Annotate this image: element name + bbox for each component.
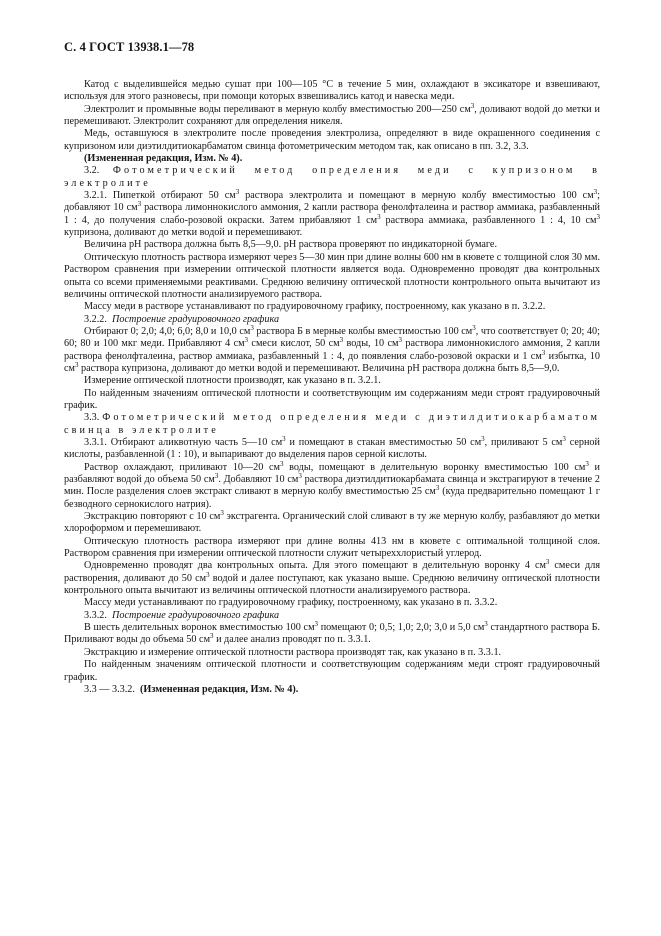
paragraph: Массу меди устанавливают по градуировочному графику, построенному, как указано в п. 3.3.2.: [84, 597, 498, 609]
section-heading-3-3: 3.3. Фотометрический метод определения меди с диэтилдитиокарбаматом свинца в электролите: [64, 412, 600, 436]
paragraph: Оптическую плотность раствора измеряют при длине волны 413 нм в кювете с оптимальной толщиной слоя. Раствором сравнения при измерении оптической плотности служит четыреххлористый углерод.: [64, 535, 600, 560]
paragraph: Оптическую плотность раствора измеряют через 5—30 мин при длине волны 600 нм в кювете с толщиной слоя 30 мм. Раствором сравнения при измерении оптической плотности является вода. Одновременно проводят два контрольных опыта со всеми применяемыми реактивами. Среднюю величину оптической плотности контрольного опыта вычитают из величины оптической плотности анализируемого раствора.: [64, 251, 600, 300]
paragraph: Экстракцию и измерение оптической плотности раствора производят так, как указано в п. 3.3.1.: [84, 646, 502, 658]
paragraph: Измерение оптической плотности производят, как указано в п. 3.2.1.: [84, 375, 381, 387]
paragraph: Одновременно проводят два контрольных опыта. Для этого помещают в делительную воронку 4 $см^3$ смеси для растворения, доливают до 50 $см^3$ водой и далее поступают, как указано выше. Среднюю величину оптической плотности контрольного опыта вычитают из величины оптической плотности анализируемого раствора.: [64, 558, 601, 597]
paragraph: Отбирают 0; 2,0; 4,0; 6,0; 8,0 и 10,0 $см^3$ раствора Б в мерные колбы вместимостью 100 $см^3$, что соответствует 0; 20; 40; 60; 80 и 100 мкг меди. Прибавляют 4 $см^3$ смеси кислот, 50 $см^3$ воды, 10 $см^3$ раствора лимоннокислого аммония, 2 капли раствора фенолфталеина, раствор аммиака, разбавленный 1 : 4, до появления слабо-розовой окраски и 1 $см^3$ избытка, 10 $см^3$ раствора купризона, доливают до метки водой и перемешивают. Величина рН раствора должна быть 8,5—9,0.: [64, 323, 600, 374]
paragraph: В шесть делительных воронок вместимостью 100 $см^3$ помещают 0; 0,5; 1,0; 2,0; 3,0 и 5,0 $см^3$ стандартного раствора Б. Приливают воды до объема 50 $см^3$ и далее анализ проводят по п. 3.3.1.: [64, 620, 600, 646]
section-heading-3-2: 3.2. Фотометрический метод определения меди с купризоном в электролите: [64, 165, 601, 189]
amendment-note-final: 3.3 — 3.3.2. (Измененная редакция, Изм. № 4).: [84, 683, 299, 695]
paragraph: Экстракцию повторяют с 10 $см^3$ экстрагента. Органический слой сливают в ту же мерную колбу, разбавляют до метки хлороформом и перемешивают.: [64, 509, 600, 535]
paragraph: 3.3.1. Отбирают аликвотную часть 5—10 $см^3$ и помещают в стакан вместимостью 50 $см^3$, приливают 5 $см^3$ серной кислоты, разбавленной (1 : 10), и выпаривают до выделения паров серной кислоты.: [64, 434, 600, 461]
paragraph: По найденным значениям оптической плотности и соответствующим им содержаниям меди строят градуировочный график.: [64, 387, 600, 411]
page-header: С. 4 ГОСТ 13938.1—78: [64, 40, 195, 54]
section-heading-3-3-2: 3.3.2. Построение градуировочного графика: [84, 609, 280, 621]
amendment-note: (Измененная редакция, Изм. № 4).: [84, 153, 243, 165]
paragraph: 3.2.1. Пипеткой отбирают 50 $см^3$ раствора электролита и помещают в мерную колбу вместимостью 100 $см^3$; добавляют 10 $см^3$ раствора лимоннокислого аммония, 2 капли раствора фенолфталеина и раствор аммиака, разбавленный 1 : 4, до получения слабо-розовой окраски. Затем прибавляют 1 $см^3$ раствора аммиака, разбавленного 1 : 4, 10 $см^3$ купризона, доливают до метки водой и перемешивают.: [64, 188, 601, 239]
document-body: [64, 79, 600, 696]
section-heading-3-2-2: 3.2.2. Построение градуировочного графика: [84, 313, 280, 325]
paragraph: Величина рН раствора должна быть 8,5—9,0. рН раствора проверяют по индикаторной бумаге.: [84, 239, 497, 251]
paragraph: Электролит и промывные воды переливают в мерную колбу вместимостью 200—250 $см^3$, доливают водой до метки и перемешивают. Электролит сохраняют для определения никеля.: [64, 101, 600, 128]
paragraph: Медь, оставшуюся в электролите после проведения электролиза, определяют в виде окрашенного соединения с купризоном или диэтилдитиокарбаматом свинца фотометрическим методом так, как описано в пп. 3.2, 3.3.: [64, 128, 600, 152]
paragraph: Катод с выделившейся медью сушат при 100—105 °С в течение 5 мин, охлаждают в эксикаторе и взвешивают, используя для этого разновесы, при помощи которых взвешивались катод и навеска меди.: [64, 79, 600, 103]
paragraph: По найденным значениям оптической плотности и соответствующим содержаниям меди строят градуировочный график.: [64, 659, 600, 683]
paragraph: Раствор охлаждают, приливают 10—20 $см^3$ воды, помещают в делительную воронку вместимостью 100 $см^3$ и разбавляют водой до объема 50 $см^3$. Добавляют 10 $см^3$ раствора диэтилдитиокарбамата свинца и экстрагируют в течение 2 мин. После разделения слоев экстракт сливают в мерную колбу вместимостью 25 $см^3$ (куда предварительно помещают 1 г безводного сернокислого натрия).: [64, 459, 600, 510]
paragraph: Массу меди в растворе устанавливают по градуировочному графику, построенному, как указано в п. 3.2.2.: [84, 301, 546, 313]
